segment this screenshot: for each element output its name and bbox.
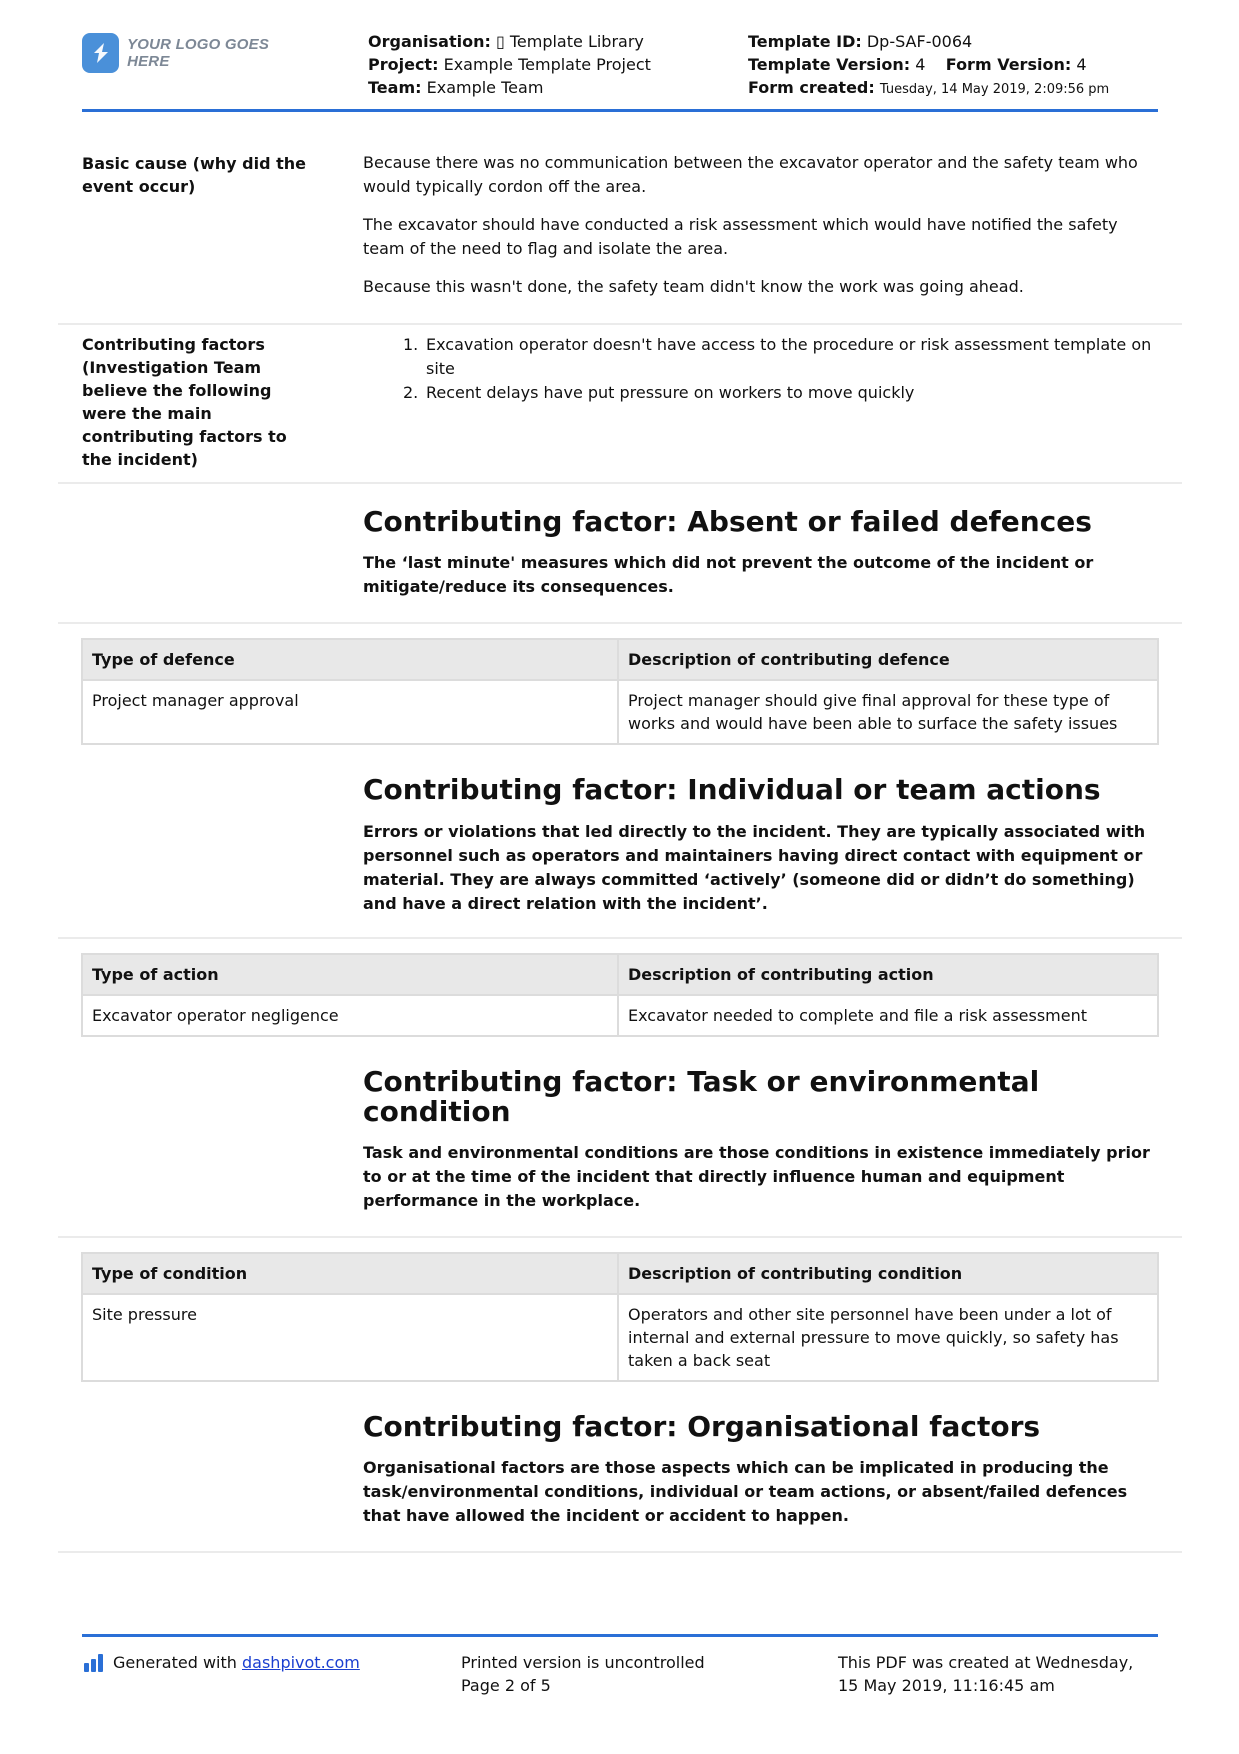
page-number: Page 2 of 5 [461,1676,551,1695]
table-header [83,955,1157,996]
footer-created-note: This PDF was created at Wednesday, 15 May 2019, 11:16:45 am [838,1653,1134,1695]
basic-cause-paragraph: Because this wasn't done, the safety team didn't know the work was going ahead. [363,277,1024,296]
basic-cause-label: Basic cause (why did the event occur) [82,154,307,196]
table-header [83,640,1157,681]
template-version-label: Template Version: [748,55,911,74]
section-description: Task and environmental conditions are those conditions in existence immediately prior to or at the time of the incident that directly influence human and equipment performance in the workplace. [363,1143,1150,1210]
table-row [83,681,1157,743]
column-header: Description of contributing condition [628,1264,963,1283]
column-header: Type of action [83,955,619,994]
column-header: Type of condition [83,1254,619,1293]
basic-cause-content [363,151,1163,313]
section-title: Contributing factor: Task or environmental condition [363,1065,1040,1128]
row-divider [58,1551,1182,1553]
table-cell: Project manager approval [83,681,619,743]
table-cell: Operators and other site personnel have been under a lot of internal and external pressure to move quickly, so safety has taken a back seat [628,1305,1119,1370]
table-cell: Site pressure [83,1295,619,1380]
contributing-factors-list [363,333,1163,405]
basic-cause-paragraph: Because there was no communication between the excavator operator and the safety team who would typically cordon off the area. [363,153,1138,196]
form-created-value: Tuesday, 14 May 2019, 2:09:56 pm [879,82,1110,97]
row-divider [58,622,1182,624]
column-header: Description of contributing defence [628,650,950,669]
form-version-value: 4 [1076,55,1087,74]
footer-divider [82,1634,1158,1637]
project-value: Example Template Project [443,55,651,74]
organisation-value: ▯ Template Library [495,32,644,51]
logo-icon [82,33,119,73]
template-id-value: Dp-SAF-0064 [866,32,973,51]
row-divider [58,937,1182,939]
table-row [83,996,1157,1035]
list-item: 1. Excavation operator doesn't have access to the procedure or risk assessment template on site [403,335,1152,378]
footer-generated [84,1651,360,1674]
condition-table [81,1252,1159,1382]
printed-note: Printed version is uncontrolled [461,1653,705,1672]
team-label: Team: [368,78,422,97]
table-cell: Project manager should give final approval for these type of works and would have been able to surface the safety issues [628,691,1118,733]
section-description: Organisational factors are those aspects which can be implicated in producing the task/environmental conditions, individual or team actions, or absent/failed defences that have allowed the incident or accident to happen. [363,1458,1128,1525]
section-title: Contributing factor: Organisational factors [363,1410,1041,1443]
generated-prefix: Generated with [113,1653,242,1672]
row-divider [58,323,1182,325]
organisation-label: Organisation: [368,32,491,51]
header-template-info [748,30,1109,101]
section-description: The ‘last minute' measures which did not prevent the outcome of the incident or mitigate/reduce its consequences. [363,553,1094,596]
contributing-factors-label: Contributing factors (Investigation Team believe the following were the main contributing factors to the incident) [82,335,287,469]
form-version-label: Form Version: [945,55,1072,74]
dashpivot-bars-icon [84,1654,105,1672]
table-cell: Excavator needed to complete and file a risk assessment [628,1006,1088,1025]
template-version-value: 4 [915,55,926,74]
section-title: Contributing factor: Individual or team actions [363,773,1101,806]
section-title: Contributing factor: Absent or failed defences [363,505,1092,538]
table-header [83,1254,1157,1295]
header-divider [82,109,1158,112]
logo-text: YOUR LOGO GOES HERE [127,36,270,70]
table-row [83,1295,1157,1380]
list-item: 2. Recent delays have put pressure on workers to move quickly [403,383,915,402]
template-id-label: Template ID: [748,32,862,51]
team-value: Example Team [426,78,544,97]
form-created-label: Form created: [748,78,875,97]
footer-print-info [461,1651,705,1697]
table-cell: Excavator operator negligence [83,996,619,1035]
defence-table [81,638,1159,745]
row-divider [58,482,1182,484]
project-label: Project: [368,55,439,74]
page-header [82,28,1160,110]
dashpivot-link[interactable]: dashpivot.com [242,1653,360,1672]
company-logo [82,32,302,74]
row-divider [58,1236,1182,1238]
section-description: Errors or violations that led directly to the incident. They are typically associated with personnel such as operators and maintainers having direct contact with equipment or material. They are always committed ‘actively’ (someone did or didn’t do something) and have a direct relation with the incident’. [363,822,1146,913]
column-header: Description of contributing action [628,965,934,984]
basic-cause-paragraph: The excavator should have conducted a risk assessment which would have notified the safety team of the need to flag and isolate the area. [363,215,1118,258]
column-header: Type of defence [83,640,619,679]
action-table [81,953,1159,1037]
header-project-info [368,30,651,99]
